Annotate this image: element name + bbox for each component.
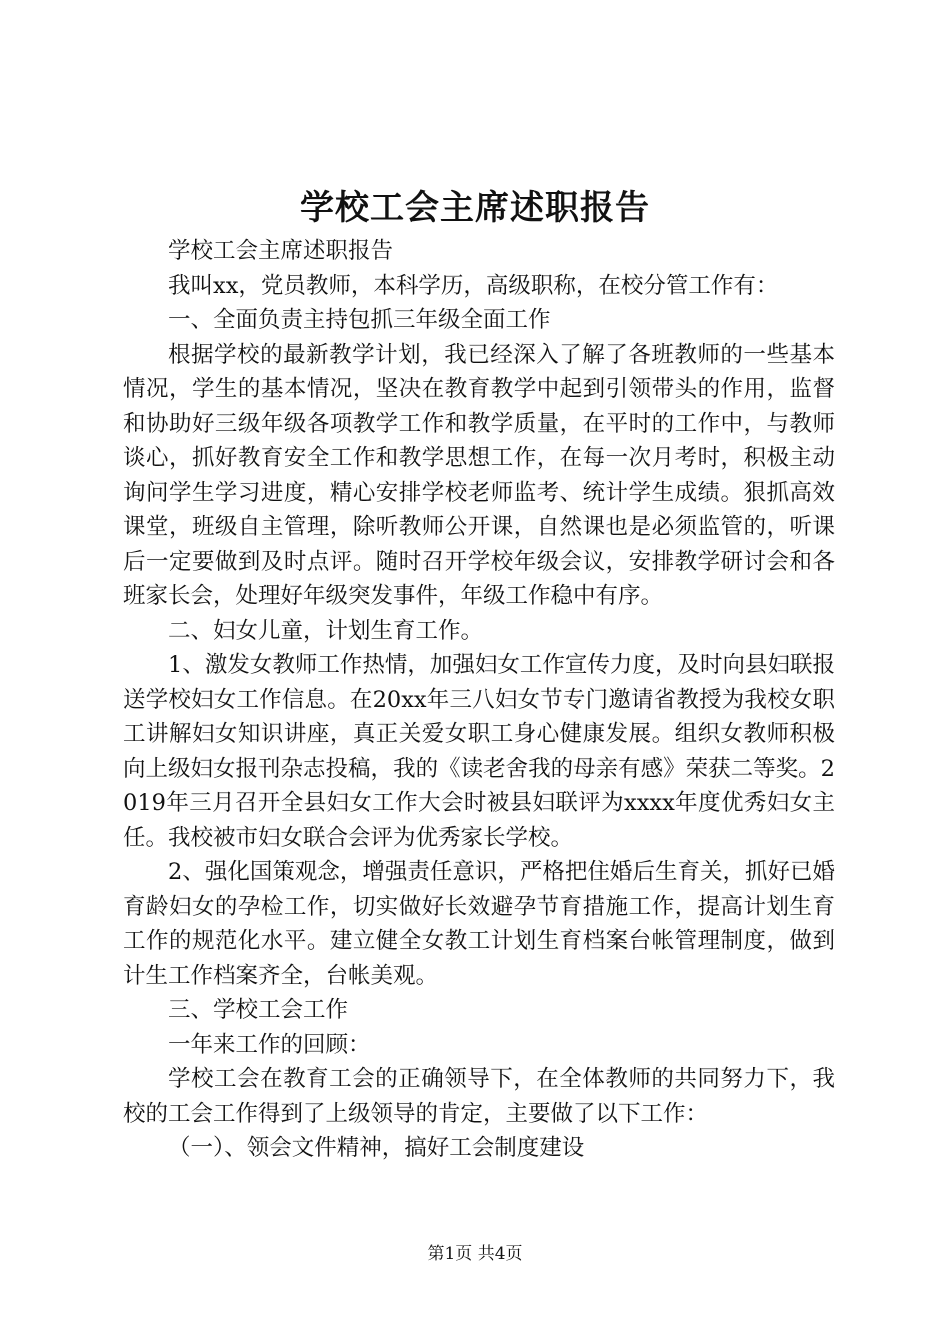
paragraph-teaching-work: 根据学校的最新教学计划，我已经深入了解了各班教师的一些基本情况，学生的基本情况，坚决在教育教学中起到引领带头的作用，监督和协助好三级年级各项教学工作和教学质量，在平时的工作中，与教师谈心，抓好教育安全工作和教学思想工作，在每一次月考时，积极主动询问学生学习进度，精心安排学校老师监考、统计学生成绩。狠抓高效课堂，班级自主管理，除听教师公开课，自然课也是必须监管的，听课后一定要做到及时点评。随时召开学校年级会议，安排教学研讨会和各班家长会，处理好年级突发事件，年级工作稳中有序。 <box>123 341 835 609</box>
paragraph-women-work-1: 1、激发女教师工作热情，加强妇女工作宣传力度，及时向县妇联报送学校妇女工作信息。在20xx年三八妇女节专门邀请省教授为我校女职工讲解妇女知识讲座，真正关爱女职工身心健康发展。组织女教师积极向上级妇女报刊杂志投稿，我的《读老舍我的母亲有感》荣获二等奖。2019年三月召开全县妇女工作大会时被县妇联评为xxxx年度优秀妇女主任。我校被市妇女联合会评为优秀家长学校。 <box>123 652 835 851</box>
section-heading-3: 三、学校工会工作 <box>168 997 349 1023</box>
paragraph-union-work: 学校工会在教育工会的正确领导下，在全体教师的共同努力下，我校的工会工作得到了上级领导的肯定，主要做了以下工作： <box>123 1066 835 1127</box>
paragraph-intro: 我叫xx，党员教师，本科学历，高级职称，在校分管工作有： <box>168 272 779 299</box>
document-title: 学校工会主席述职报告 <box>300 188 650 228</box>
page-number-footer: 第1页 共4页 <box>427 1244 523 1264</box>
paragraph-women-work-2: 2、强化国策观念，增强责任意识，严格把住婚后生育关，抓好已婚育龄妇女的孕检工作，切实做好长效避孕节育措施工作，提高计划生育工作的规范化水平。建立健全女教工计划生育档案台帐管理制度，做到计生工作档案齐全，台帐美观。 <box>123 859 835 989</box>
subheading-review: 一年来工作的回顾： <box>168 1031 371 1058</box>
section-heading-1: 一、全面负责主持包抓三年级全面工作 <box>168 307 551 333</box>
paragraph-heading-repeat: 学校工会主席述职报告 <box>168 238 394 264</box>
subsection-heading-1: （一）、领会文件精神，搞好工会制度建设 <box>168 1135 585 1161</box>
section-heading-2: 二、妇女儿童，计划生育工作。 <box>168 617 484 644</box>
document-body <box>123 234 835 1166</box>
